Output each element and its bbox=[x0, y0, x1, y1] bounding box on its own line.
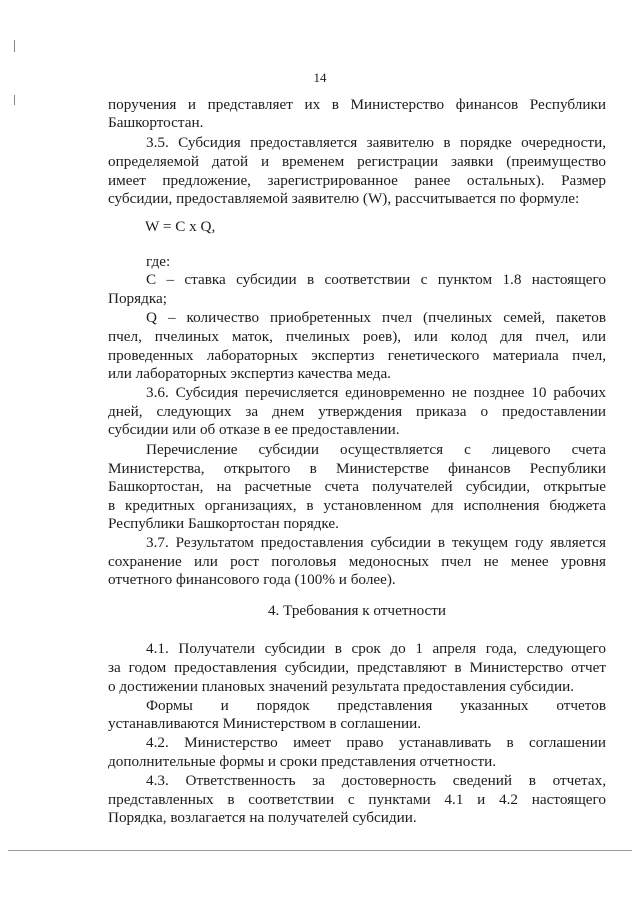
text-line: Республики Башкортостан порядке. bbox=[108, 515, 339, 532]
text-line: определяемой датой и временем регистрации заявки (преимущество bbox=[108, 153, 606, 170]
text-line: C – ставка субсидии в соответствии с пунктом 1.8 настоящего bbox=[146, 271, 606, 288]
text-line: Министерства, открытого в Министерстве финансов Республики bbox=[108, 460, 606, 477]
text-line: сохранение или рост поголовья медоносных пчел не менее уровня bbox=[108, 553, 606, 570]
text-line: отчетного финансового года (100% и более). bbox=[108, 571, 396, 588]
text-line: Башкортостан. bbox=[108, 114, 204, 131]
text-line: 4.1. Получатели субсидии в срок до 1 апреля года, следующего bbox=[146, 640, 606, 657]
text-line: 3.6. Субсидия перечисляется единовременно не позднее 10 рабочих bbox=[146, 384, 606, 401]
page-number: 14 bbox=[313, 70, 327, 85]
section-heading: 4. Требования к отчетности bbox=[267, 602, 447, 619]
text-line: где: bbox=[146, 253, 171, 270]
text-line: субсидии, предоставляемой заявителю (W), рассчитывается по формуле: bbox=[108, 190, 580, 207]
text-line: 3.7. Результатом предоставления субсидии в текущем году является bbox=[146, 534, 606, 551]
text-line: поручения и представляет их в Министерство финансов Республики bbox=[108, 96, 606, 113]
text-line: за годом предоставления субсидии, представляют в Министерство отчет bbox=[108, 659, 606, 676]
text-line: пчел, пчелиных маток, пчелиных роев), или колод для пчел, или bbox=[108, 328, 606, 345]
text-line: Порядка, возлагается на получателей субсидии. bbox=[108, 809, 417, 826]
text-line: в кредитных организациях, в установленном для исполнения бюджета bbox=[108, 497, 606, 514]
text-line: имеет предложение, зарегистрированное ранее остальных). Размер bbox=[108, 172, 606, 189]
text-line: Перечисление субсидии осуществляется с лицевого счета bbox=[146, 441, 606, 458]
text-line: 4.3. Ответственность за достоверность сведений в отчетах, bbox=[146, 772, 606, 789]
text-line: Q – количество приобретенных пчел (пчелиных семей, пакетов bbox=[146, 309, 606, 326]
text-line: Башкортостан, на расчетные счета получателей субсидии, открытые bbox=[108, 478, 606, 495]
text-line: Формы и порядок представления указанных отчетов bbox=[146, 697, 606, 714]
text-line: субсидии или об отказе в ее предоставлении. bbox=[108, 421, 400, 438]
scan-bottom-rule bbox=[8, 850, 632, 851]
text-line: Порядка; bbox=[108, 290, 167, 307]
text-line: представленных в соответствии с пунктами 4.1 и 4.2 настоящего bbox=[108, 791, 606, 808]
scan-edge-mark bbox=[14, 40, 15, 52]
text-line: о достижении плановых значений результата предоставления субсидии. bbox=[108, 678, 575, 695]
text-line: проведенных лабораторных экспертиз генетического материала пчел, bbox=[108, 347, 606, 364]
text-line: 3.5. Субсидия предоставляется заявителю в порядке очередности, bbox=[146, 134, 606, 151]
text-line: 4.2. Министерство имеет право устанавливать в соглашении bbox=[146, 734, 606, 751]
text-line: дней, следующих за днем утверждения приказа о предоставлении bbox=[108, 403, 606, 420]
text-line: дополнительные формы и сроки представления отчетности. bbox=[108, 753, 497, 770]
scan-edge-mark bbox=[14, 95, 15, 105]
text-line: устанавливаются Министерством в соглашении. bbox=[108, 715, 422, 732]
formula: W = C x Q, bbox=[145, 218, 216, 235]
text-line: или лабораторных экспертиз качества меда. bbox=[108, 365, 391, 382]
